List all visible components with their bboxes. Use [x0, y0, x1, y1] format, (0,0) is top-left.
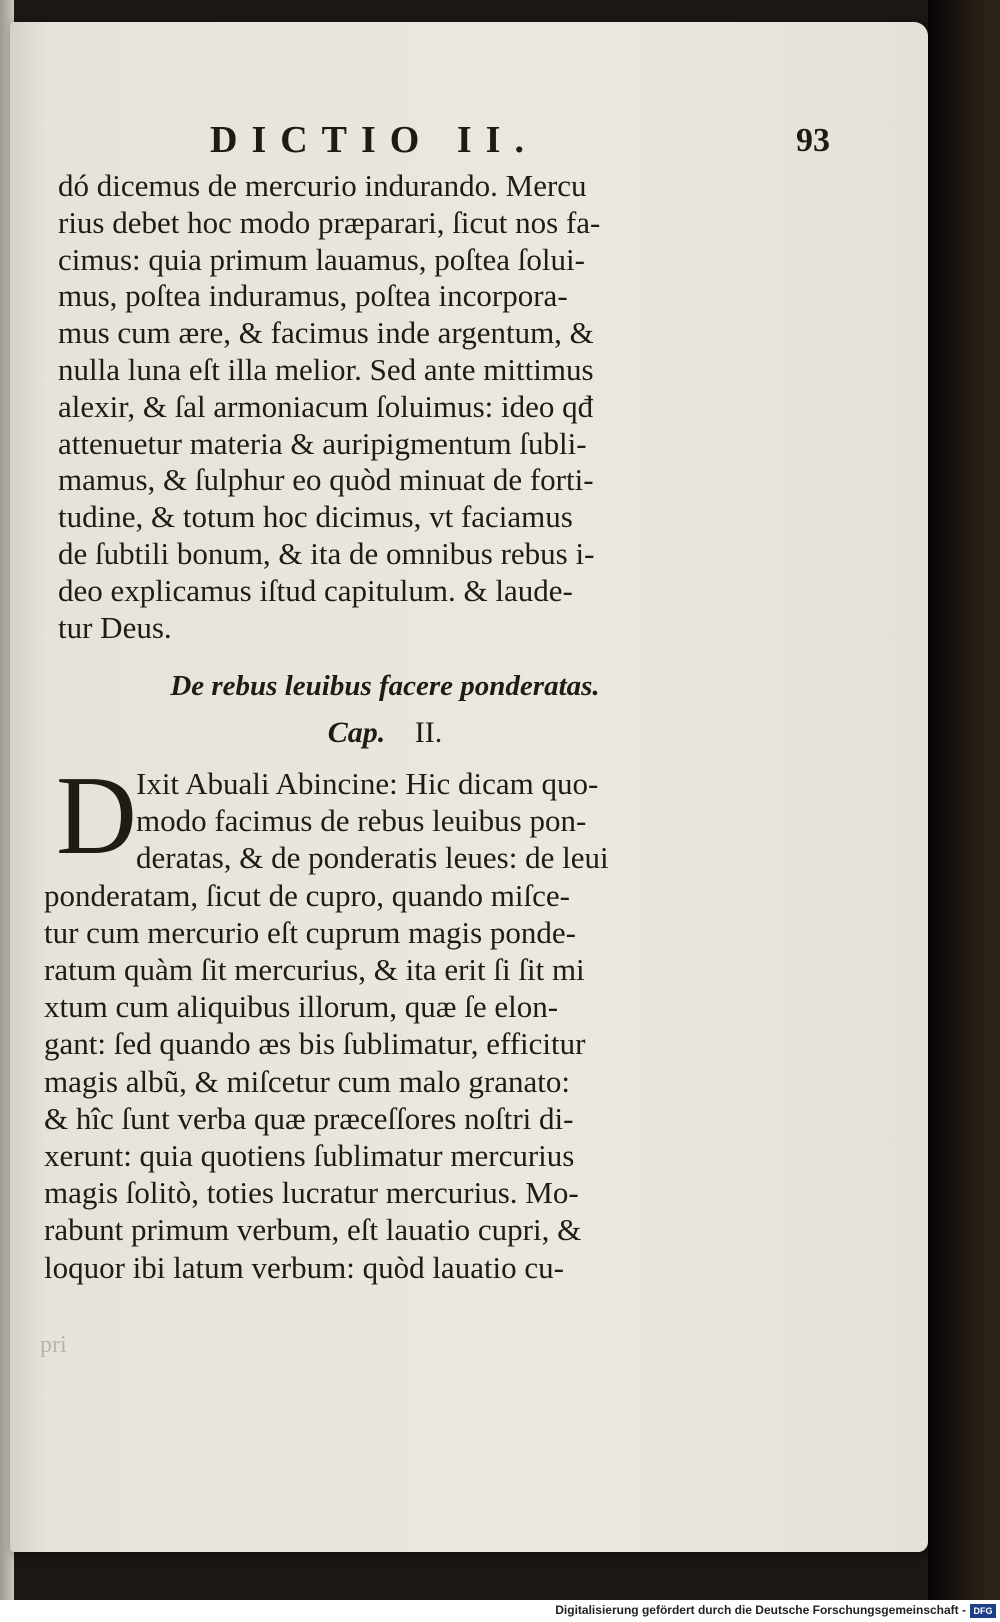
- text-line: mus, poſtea induramus, poſtea incorpora-: [58, 278, 568, 314]
- text-line: xtum cum aliquibus illorum, quæ ſe elon-: [44, 989, 559, 1025]
- page-number: 93: [796, 122, 830, 159]
- drop-cap: D: [56, 754, 137, 878]
- text-line: alexir, & ſal armoniacum ſoluimus: ideo qđ: [58, 388, 594, 424]
- footer-bar: [0, 1600, 1000, 1622]
- chapter-text: [44, 754, 724, 1286]
- gutter-shadow: [928, 0, 1000, 1600]
- text-line: xerunt: quia quotiens ſublimatur mercurius: [44, 1138, 575, 1174]
- text-line: & hîc ſunt verba quæ præceſſores noſtri di-: [44, 1100, 574, 1136]
- text-line: mamus, & ſulphur eo quòd minuat de forti-: [58, 462, 594, 498]
- text-line: deratas, & de ponderatis leues: de leui: [136, 840, 609, 876]
- text-line: tudine, & totum hoc dicimus, vt faciamus: [58, 499, 573, 535]
- chapter-label: [60, 716, 710, 750]
- text-line: rabunt primum verbum, eſt lauatio cupri, &: [44, 1212, 582, 1248]
- text-line: deo explicamus iſtud capitulum. & laude-: [58, 572, 573, 608]
- text-line: modo facimus de rebus leuibus pon-: [136, 803, 587, 839]
- text-line: nulla luna eſt illa melior. Sed ante mittimus: [58, 351, 594, 387]
- catchword: pri: [40, 1332, 67, 1358]
- text-line: magis albũ, & miſcetur cum malo granato:: [44, 1063, 571, 1099]
- text-line: loquor ibi latum verbum: quòd lauatio cu-: [44, 1249, 565, 1285]
- running-title: DICTIO II.: [210, 119, 538, 161]
- dfg-logo: DFG: [970, 1604, 996, 1618]
- text-line: dó dicemus de mercurio indurando. Mercu: [58, 168, 587, 203]
- text-line: de ſubtili bonum, & ita de omnibus rebus i-: [58, 535, 595, 571]
- chapter-number: II.: [414, 716, 443, 749]
- funding-credit: Digitalisierung gefördert durch die Deutsche Forschungsgemeinschaft -: [555, 1603, 966, 1617]
- text-line: ratum quàm ſit mercurius, & ita erit ſi ſit mi: [44, 952, 585, 988]
- text-line: Ixit Abuali Abincine: Hic dicam quo-: [136, 766, 599, 801]
- text-line: tur cum mercurio eſt cuprum magis ponde-: [44, 914, 577, 950]
- text-line: rius debet hoc modo præparari, ſicut nos fa-: [58, 204, 601, 240]
- body-text: [58, 168, 718, 646]
- chapter-word: Cap.: [327, 716, 386, 749]
- text-line: tur Deus.: [58, 609, 172, 645]
- section-heading: De rebus leuibus facere ponderatas.: [170, 670, 600, 702]
- text-line: cimus: quia primum lauamus, poſtea ſolui-: [58, 241, 585, 277]
- text-line: ponderatam, ſicut de cupro, quando miſce-: [44, 877, 570, 913]
- text-line: gant: ſed quando æs bis ſublimatur, efficitur: [44, 1026, 586, 1062]
- text-line: mus cum ære, & facimus inde argentum, &: [58, 315, 594, 351]
- text-line: attenuetur materia & auripigmentum ſubli-: [58, 425, 587, 461]
- running-head: [210, 118, 830, 164]
- text-line: magis ſolitò, toties lucratur mercurius. Mo-: [44, 1175, 579, 1211]
